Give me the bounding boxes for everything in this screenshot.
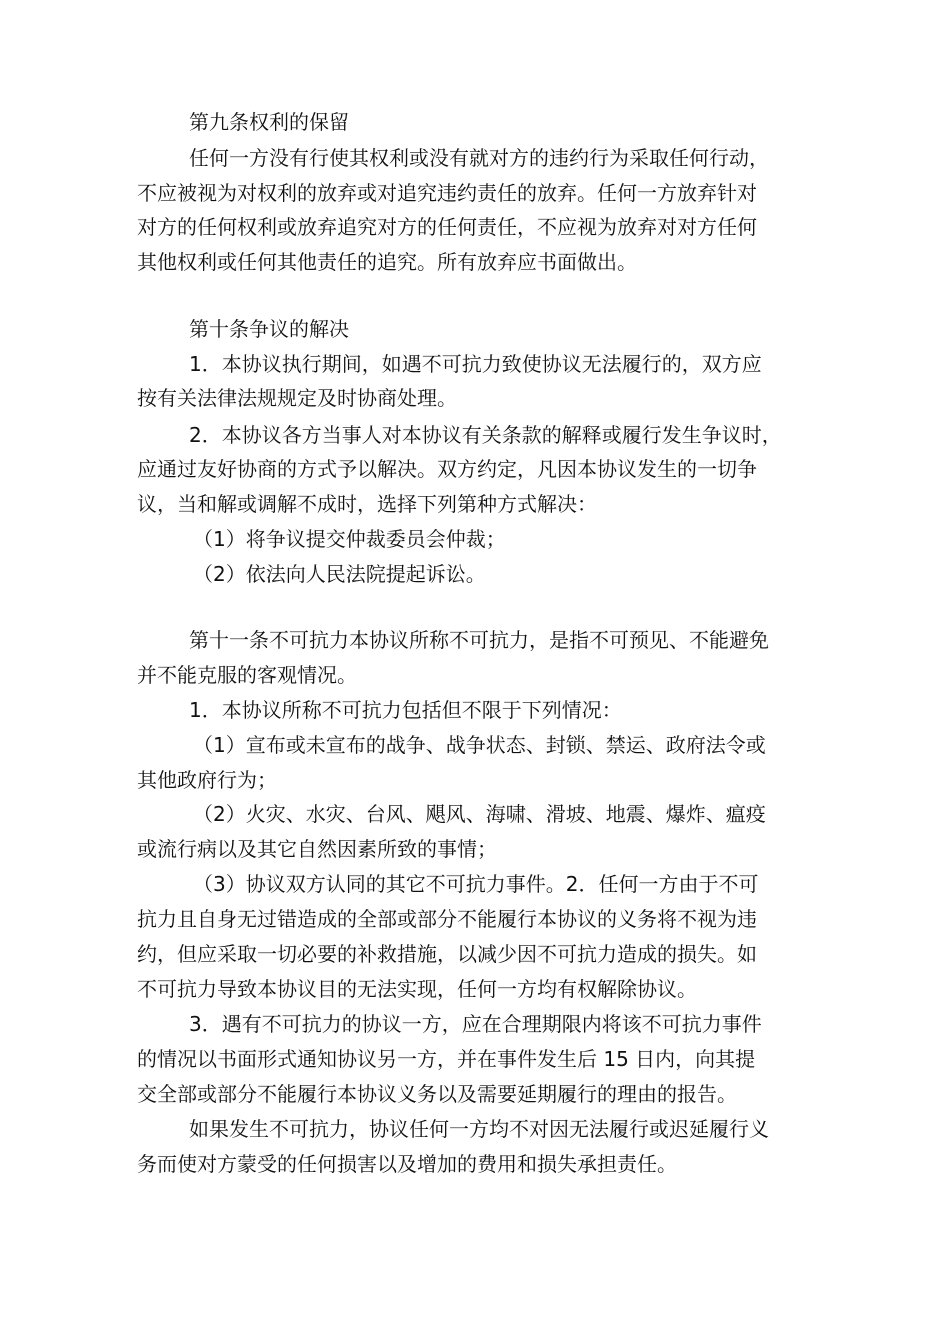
article-11-heading: 第十一条不可抗力本协议所称不可抗力，是指不可预见、不能避免 <box>189 628 769 652</box>
paragraph-line: 务而使对方蒙受的任何损害以及增加的费用和损失承担责任。 <box>137 1152 677 1176</box>
article-10-heading: 第十条争议的解决 <box>189 317 349 341</box>
paragraph-line: 并不能克服的客观情况。 <box>137 663 357 687</box>
list-item: （1）将争议提交仲裁委员会仲裁； <box>193 527 506 551</box>
paragraph-line: 约，但应采取一切必要的补救措施，以减少因不可抗力造成的损失。如 <box>137 942 757 966</box>
list-item: （1）宣布或未宣布的战争、战争状态、封锁、禁运、政府法令或 <box>193 733 766 757</box>
paragraph-line: 2．本协议各方当事人对本协议有关条款的解释或履行发生争议时， <box>189 423 782 447</box>
paragraph-line: 其他政府行为； <box>137 768 277 792</box>
paragraph-line: 1．本协议执行期间，如遇不可抗力致使协议无法履行的，双方应 <box>189 352 762 376</box>
list-item: （2）火灾、水灾、台风、飓风、海啸、滑坡、地震、爆炸、瘟疫 <box>193 802 766 826</box>
paragraph-line: 应通过友好协商的方式予以解决。双方约定，凡因本协议发生的一切争 <box>137 457 757 481</box>
paragraph-line: 对方的任何权利或放弃追究对方的任何责任，不应视为放弃对对方任何 <box>137 215 757 239</box>
paragraph-line: 或流行病以及其它自然因素所致的事情； <box>137 837 497 861</box>
paragraph-line: 抗力且自身无过错造成的全部或部分不能履行本协议的义务将不视为违 <box>137 907 757 931</box>
paragraph-line: 1．本协议所称不可抗力包括但不限于下列情况： <box>189 698 622 722</box>
paragraph-line: 不可抗力导致本协议目的无法实现，任何一方均有权解除协议。 <box>137 977 697 1001</box>
paragraph-line: 如果发生不可抗力，协议任何一方均不对因无法履行或迟延履行义 <box>189 1117 769 1141</box>
paragraph-line: 不应被视为对权利的放弃或对追究违约责任的放弃。任何一方放弃针对 <box>137 181 757 205</box>
list-item: （3）协议双方认同的其它不可抗力事件。2．任何一方由于不可 <box>193 872 759 896</box>
paragraph-line: 按有关法律法规规定及时协商处理。 <box>137 386 457 410</box>
paragraph-line: 交全部或部分不能履行本协议义务以及需要延期履行的理由的报告。 <box>137 1082 737 1106</box>
paragraph-line: 其他权利或任何其他责任的追究。所有放弃应书面做出。 <box>137 250 637 274</box>
list-item: （2）依法向人民法院提起诉讼。 <box>193 562 486 586</box>
article-9-heading: 第九条权利的保留 <box>189 110 349 134</box>
paragraph-line: 3．遇有不可抗力的协议一方，应在合理期限内将该不可抗力事件 <box>189 1012 762 1036</box>
paragraph-line: 议，当和解或调解不成时，选择下列第种方式解决： <box>137 492 597 516</box>
paragraph-line: 的情况以书面形式通知协议另一方，并在事件发生后 15 日内，向其提 <box>137 1047 756 1071</box>
paragraph-line: 任何一方没有行使其权利或没有就对方的违约行为采取任何行动， <box>189 146 769 170</box>
